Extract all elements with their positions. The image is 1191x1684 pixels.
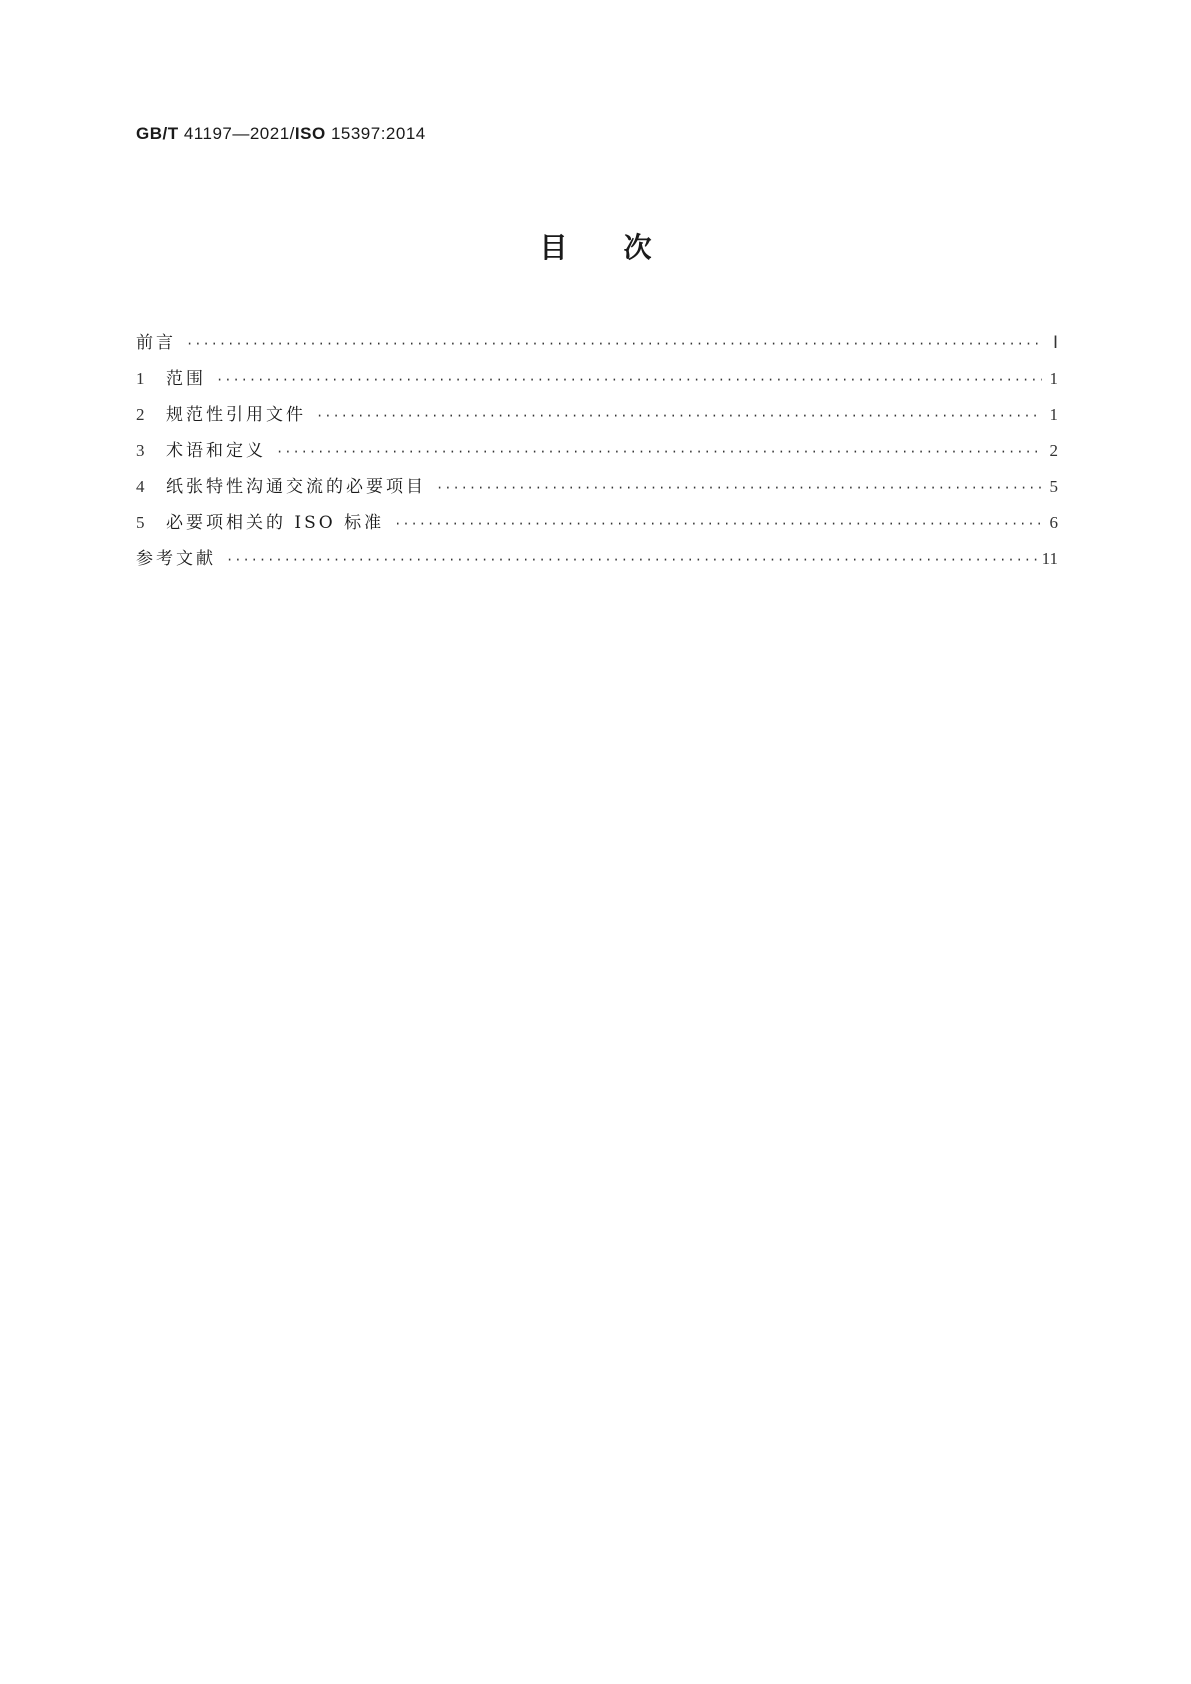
toc-entry-label: 参考文献 [136, 549, 216, 569]
toc-title-char-2: 次 [623, 231, 652, 264]
toc-dot-leader [436, 470, 1042, 506]
toc-entry-number: 2 [136, 405, 145, 424]
toc-dot-leader [394, 506, 1042, 542]
toc-page-number: Ⅰ [1052, 333, 1058, 352]
toc-entry-number: 4 [136, 477, 145, 496]
toc-page-number: 5 [1049, 477, 1058, 496]
toc-dot-leader [216, 362, 1042, 398]
toc-entry-scope[interactable] [136, 361, 1058, 397]
toc-entry-number: 1 [136, 369, 145, 388]
toc-entry-number: 3 [136, 441, 145, 460]
toc-page-number: 1 [1049, 369, 1058, 388]
toc-dot-leader [276, 434, 1042, 470]
toc-dot-leader [316, 398, 1042, 434]
toc-page-number: 2 [1049, 441, 1058, 460]
table-of-contents [136, 325, 1058, 577]
toc-entry-foreword[interactable] [136, 325, 1058, 361]
toc-entry-label: 范围 [166, 369, 206, 389]
toc-entry-label: 前言 [136, 333, 176, 353]
toc-title-char-1: 目 [539, 231, 568, 264]
iso-number: 15397:2014 [330, 124, 426, 143]
toc-entry-label: 规范性引用文件 [166, 405, 306, 425]
toc-page-number: 11 [1041, 549, 1058, 568]
toc-dot-leader [226, 542, 1038, 578]
toc-entry-number: 5 [136, 513, 145, 532]
standard-header [136, 124, 426, 144]
toc-title [0, 226, 1191, 266]
toc-entry-label: 术语和定义 [166, 441, 266, 461]
toc-entry-terms-definitions[interactable] [136, 433, 1058, 469]
toc-entry-iso-standards[interactable] [136, 505, 1058, 541]
toc-page-number: 1 [1049, 405, 1058, 424]
toc-entry-bibliography[interactable] [136, 541, 1058, 577]
standard-number: 41197—2021/ [183, 124, 295, 143]
toc-entry-normative-references[interactable] [136, 397, 1058, 433]
toc-entry-label: 必要项相关的 ISO 标准 [166, 513, 385, 533]
toc-entry-label: 纸张特性沟通交流的必要项目 [166, 477, 426, 497]
toc-entry-required-items[interactable] [136, 469, 1058, 505]
iso-prefix: ISO [294, 124, 326, 143]
toc-dot-leader [186, 326, 1042, 362]
standard-prefix: GB/T [136, 124, 179, 143]
toc-page-number: 6 [1049, 513, 1058, 532]
